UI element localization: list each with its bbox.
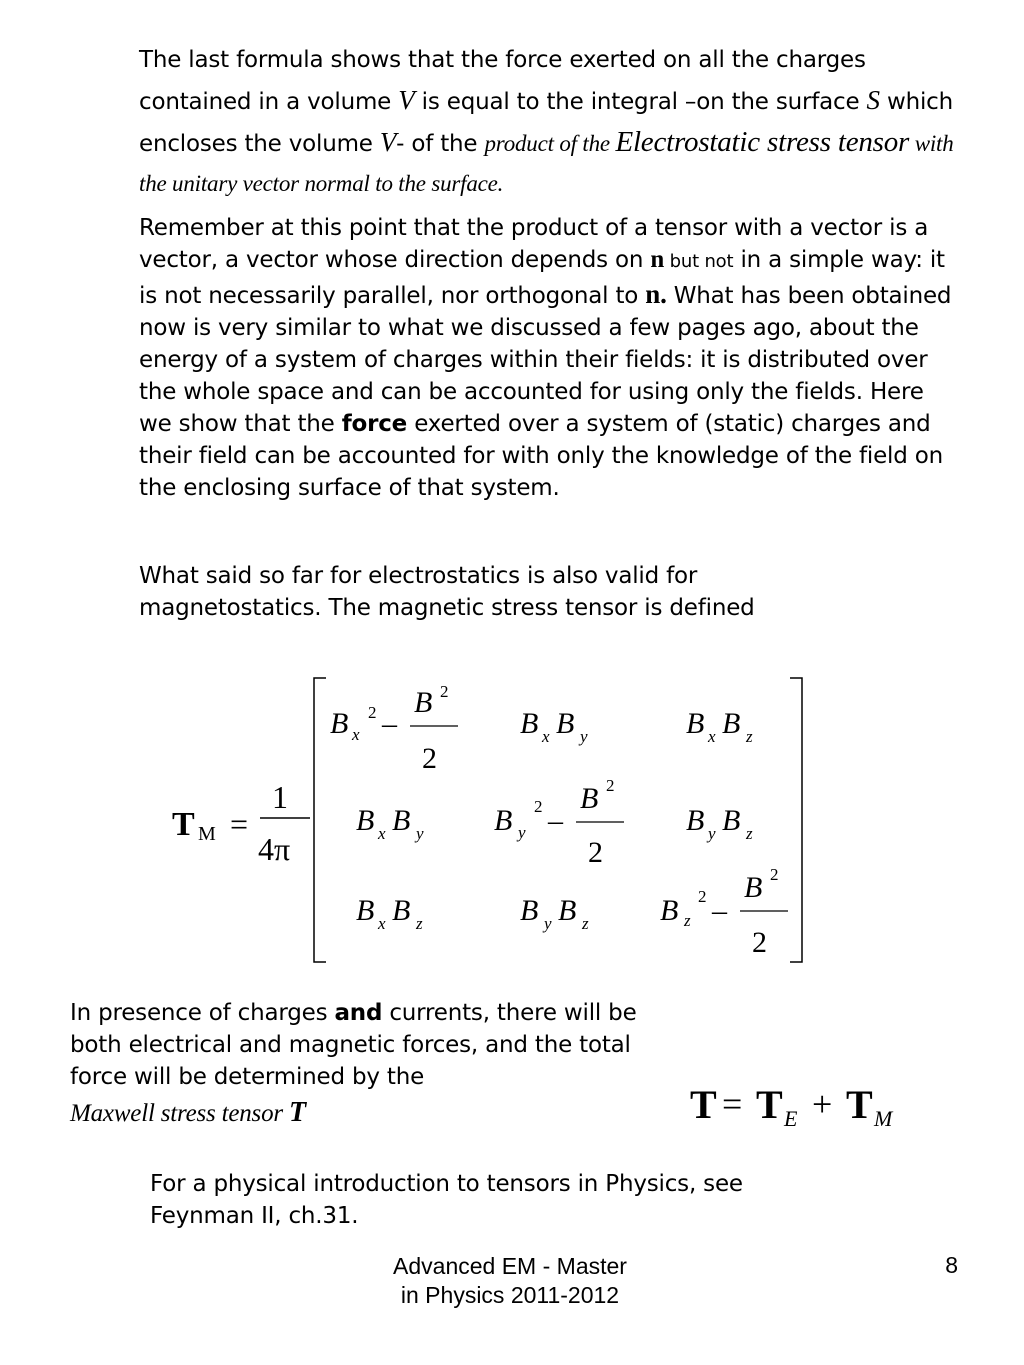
svg-text:y: y [544,914,552,933]
svg-text:x: x [352,725,360,744]
matrix-cell-xx [330,682,458,775]
volume-symbol: V [398,85,415,115]
svg-text:–: – [382,707,397,740]
right-bracket [790,678,802,962]
svg-text:y: y [416,824,424,843]
svg-text:E: E [784,1106,798,1131]
svg-text:B: B [558,894,577,927]
svg-text:T: T [846,1082,873,1127]
intro-italic-1: product of the [484,131,616,156]
svg-text:2: 2 [422,742,437,775]
svg-text:x: x [378,824,386,843]
normal-vector-n: n [650,246,665,273]
equals-sign: = [230,806,249,842]
svg-text:B: B [722,804,741,837]
svg-text:x: x [542,727,550,746]
svg-text:y: y [580,727,588,746]
svg-text:B: B [392,894,411,927]
svg-text:M: M [874,1106,893,1131]
but-not-text: but not [664,251,734,272]
svg-text:y: y [518,823,526,842]
footer-line-2: in Physics 2011-2012 [400,1282,620,1308]
svg-text:B: B [414,686,433,719]
svg-text:B: B [556,707,575,740]
svg-text:2: 2 [440,682,449,701]
presence-text-2: currents, there will be both electrical and magnetic forces, and the total force will be determined by the [70,1000,637,1090]
svg-text:z: z [684,911,691,930]
svg-text:B: B [356,804,375,837]
svg-text:B: B [722,707,741,740]
intro-text-4: - of the [396,131,485,157]
normal-vector-n-2: n. [645,279,667,309]
matrix-cell-yx [356,804,424,843]
page-number: 8 [945,1252,958,1278]
force-bold: force [341,411,408,437]
svg-text:B: B [580,782,599,815]
svg-text:B: B [660,894,679,927]
svg-text:2: 2 [534,797,543,816]
magnetic-stress-tensor-equation [172,678,802,962]
svg-text:–: – [712,894,727,927]
svg-text:B: B [330,707,349,740]
svg-text:2: 2 [588,836,603,869]
intro-italic-3: with the unitary vector normal to the surface. [139,131,954,196]
svg-text:B: B [686,707,705,740]
svg-text:y: y [708,824,716,843]
remember-text-1: Remember at this point that the product of a tensor with a vector is a vector, a vector whose direction depends on [139,215,929,273]
left-bracket [314,678,326,962]
matrix-cell-xz [686,707,753,746]
svg-text:+: + [812,1084,833,1124]
svg-text:z: z [746,727,753,746]
svg-text:z: z [746,824,753,843]
svg-text:B: B [686,804,705,837]
maxwell-tensor-symbol: T [288,1097,306,1128]
matrix-cell-zz [660,865,788,959]
matrix-cell-yz [686,804,753,843]
footer-course-title [300,1252,720,1310]
svg-text:2: 2 [606,776,615,795]
matrix-cell-yy [494,776,624,869]
footer-line-1: Advanced EM - Master [393,1253,627,1279]
magneto-paragraph: What said so far for electrostatics is also valid for magnetostatics. The magnetic stress tensor is defined [139,563,755,621]
svg-text:x: x [708,727,716,746]
intro-text-1: The last formula shows that the force exerted on all the charges contained in a volume [139,47,866,115]
intro-text-2: is equal to the integral –on the surface [414,89,867,115]
feynman-note: For a physical introduction to tensors in Physics, see Feynman II, ch.31. [150,1171,743,1229]
svg-text:B: B [494,804,513,837]
svg-text:T: T [690,1082,717,1127]
fraction-denominator: 4π [258,831,291,867]
intro-italic-2: Electrostatic stress tensor [615,126,910,158]
fraction-numerator: 1 [272,779,288,815]
matrix-cell-zx [356,894,423,933]
svg-text:B: B [392,804,411,837]
svg-text:2: 2 [752,926,767,959]
svg-text:B: B [744,871,763,904]
svg-text:z: z [582,914,589,933]
svg-text:B: B [520,707,539,740]
tensor-symbol: T [172,806,195,843]
svg-text:=: = [722,1084,743,1124]
svg-text:B: B [520,894,539,927]
matrix-cell-xy [520,707,588,746]
surface-symbol: S [866,85,880,115]
maxwell-tensor-label: Maxwell stress tensor [70,1100,289,1127]
remember-text-2: in a simple way: it is not necessarily parallel, nor orthogonal to [139,247,945,309]
volume-symbol-2: V [379,127,397,157]
svg-text:2: 2 [698,887,707,906]
presence-text-1: In presence of charges [70,1000,335,1026]
remember-text-3: What has been obtained now is very similar to what we discussed a few pages ago, about the energy of a system of charges within their fields: it is distributed over the whole space and can be accounted for using only the fields. Here we show that the [139,283,952,437]
svg-text:T: T [756,1082,783,1127]
svg-text:–: – [548,804,563,837]
intro-text-3: which encloses the volume [139,89,953,157]
remember-text-4: exerted over a system of (static) charges and their field can be accounted for with only the knowledge of the field on the enclosing surface of that system. [139,411,943,501]
svg-text:2: 2 [368,703,377,722]
svg-text:2: 2 [770,865,779,884]
svg-text:z: z [416,914,423,933]
and-bold: and [334,1000,383,1026]
presence-paragraph [70,997,642,1135]
svg-text:B: B [356,894,375,927]
matrix-cell-zy [520,894,589,933]
svg-text:x: x [378,914,386,933]
total-stress-tensor-equation [690,1082,894,1131]
tensor-subscript: M [198,823,216,845]
